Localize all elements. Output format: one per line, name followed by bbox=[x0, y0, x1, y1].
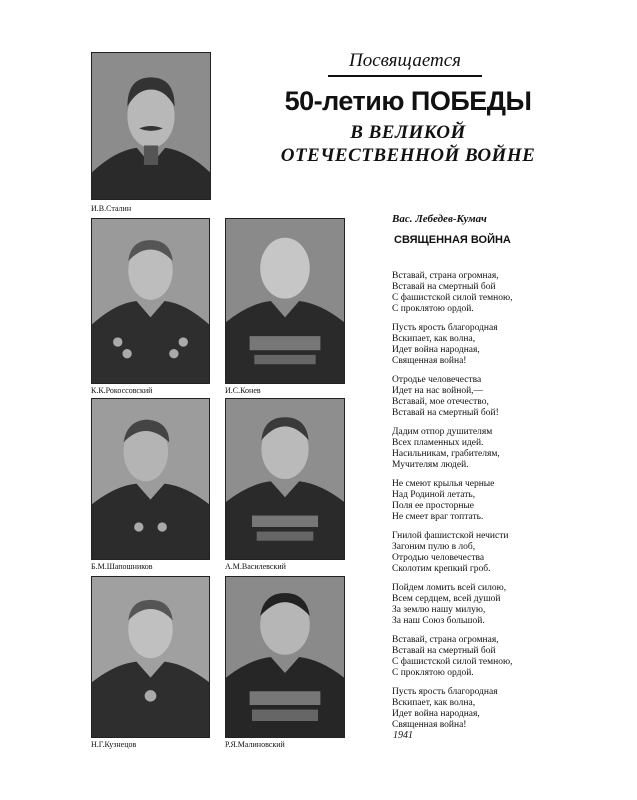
poem-line: Вставай, страна огромная, bbox=[392, 635, 499, 645]
poem-line: Священная война! bbox=[392, 720, 467, 730]
poem-line: Вставай на смертный бой! bbox=[392, 408, 499, 418]
poem-line: С фашистской силой темною, bbox=[392, 293, 513, 303]
portrait-kuznetsov bbox=[91, 576, 210, 738]
poem-line: Вскипает, как волна, bbox=[392, 334, 476, 344]
poem-line: Загоним пулю в лоб, bbox=[392, 542, 476, 552]
portrait-shaposhnikov bbox=[91, 398, 210, 560]
poem-author: Вас. Лебедев-Кумач bbox=[392, 213, 487, 225]
poem-line: Не смеют крылья черные bbox=[392, 479, 495, 489]
poem-line: С проклятою ордой. bbox=[392, 668, 474, 678]
poem-line: За землю нашу милую, bbox=[392, 605, 486, 615]
poem-line: Гнилой фашистской нечисти bbox=[392, 531, 509, 541]
poem-stanza bbox=[392, 635, 622, 679]
portrait-konev bbox=[225, 218, 345, 384]
poem-line: Вставай на смертный бой bbox=[392, 282, 496, 292]
poem-line: Священная война! bbox=[392, 356, 467, 366]
poem-line: Пусть ярость благородная bbox=[392, 323, 498, 333]
poem-line: С проклятою ордой. bbox=[392, 304, 474, 314]
poem-line: Отродье человечества bbox=[392, 375, 482, 385]
poem-line: Поля ее просторные bbox=[392, 501, 475, 511]
poem-line: Пусть ярость благородная bbox=[392, 687, 498, 697]
portrait-stalin bbox=[91, 52, 211, 200]
portrait-caption: А.М.Василевский bbox=[225, 562, 286, 571]
portrait-caption: Р.Я.Малиновский bbox=[225, 740, 285, 749]
page-subtitle-line2: ОТЕЧЕСТВЕННОЙ ВОЙНЕ bbox=[280, 145, 536, 166]
poem-line: Вскипает, как волна, bbox=[392, 698, 476, 708]
poem-year: 1941 bbox=[393, 730, 413, 741]
poem-line: Не смеет враг топтать. bbox=[392, 512, 484, 522]
dedication-text: Посвящается bbox=[328, 50, 482, 77]
poem-line: Вставай на смертный бой bbox=[392, 646, 496, 656]
poem-line: Дадим отпор душителям bbox=[392, 427, 493, 437]
poem-stanza bbox=[392, 479, 622, 523]
portrait-caption: И.В.Сталин bbox=[91, 204, 132, 213]
poem-line: Пойдем ломить всей силою, bbox=[392, 583, 507, 593]
poem-stanza bbox=[392, 375, 622, 419]
portrait-vasilevsky bbox=[225, 398, 345, 560]
poem-line: Всем сердцем, всей душой bbox=[392, 594, 501, 604]
poem-stanza bbox=[392, 583, 622, 627]
poem-stanza bbox=[392, 323, 622, 367]
portrait-malinovsky bbox=[225, 576, 345, 738]
poem-stanza bbox=[392, 531, 622, 575]
poem-line: Вставай, мое отечество, bbox=[392, 397, 489, 407]
poem-line: Вставай, страна огромная, bbox=[392, 271, 499, 281]
poem-line: Насильникам, грабителям, bbox=[392, 449, 500, 459]
poem-stanza bbox=[392, 687, 622, 731]
portrait-caption: Н.Г.Кузнецов bbox=[91, 740, 137, 749]
poem-line: Отродью человечества bbox=[392, 553, 485, 563]
poem-line: Над Родиной летать, bbox=[392, 490, 476, 500]
poem-line: Мучителям людей. bbox=[392, 460, 469, 470]
poem-line: За наш Союз большой. bbox=[392, 616, 485, 626]
poem-title: СВЯЩЕННАЯ ВОЙНА bbox=[394, 234, 511, 246]
portrait-caption: Б.М.Шапошников bbox=[91, 562, 153, 571]
poem-body bbox=[392, 271, 622, 739]
poem-line: Идет война народная, bbox=[392, 345, 480, 355]
poem-line: С фашистской силой темною, bbox=[392, 657, 513, 667]
portrait-caption: И.С.Конев bbox=[225, 386, 261, 395]
poem-stanza bbox=[392, 271, 622, 315]
page-subtitle-line1: В ВЕЛИКОЙ bbox=[350, 122, 466, 143]
portrait-rokossovsky bbox=[91, 218, 210, 384]
poem-line: Всех пламенных идей. bbox=[392, 438, 484, 448]
poem-stanza bbox=[392, 427, 622, 471]
poem-line: Идет война народная, bbox=[392, 709, 480, 719]
page-title: 50-летию ПОБЕДЫ bbox=[284, 86, 532, 116]
portrait-caption: К.К.Рокоссовский bbox=[91, 386, 153, 395]
poem-line: Сколотим крепкий гроб. bbox=[392, 564, 491, 574]
poem-line: Идет на нас войной,— bbox=[392, 386, 484, 396]
